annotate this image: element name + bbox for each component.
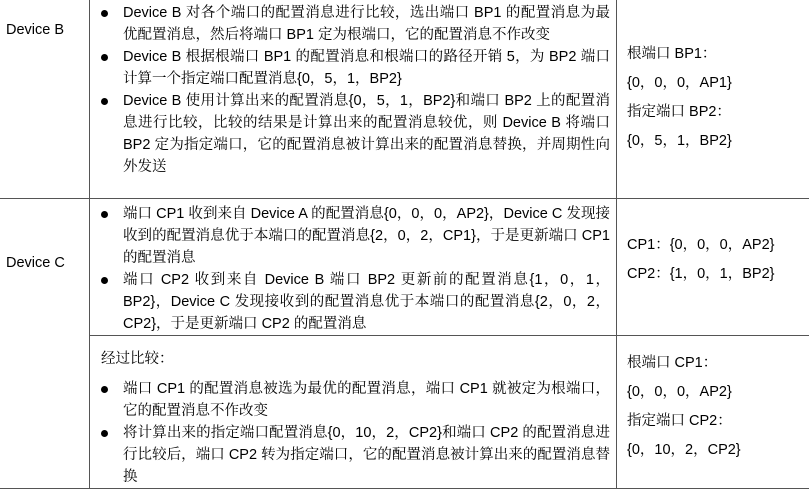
table-row bbox=[0, 199, 809, 336]
list-item: Device B 使用计算出来的配置消息{0，5，1，BP2}和端口 BP2 上的配置消息进行比较，比较的结果是计算出来的配置消息较优，则 Device B 将端口 BP2 定为指定端口，它的配置消息被计算出来的配置消息替换，并周期性向外发送 bbox=[98, 90, 610, 178]
device-cell: Device B bbox=[0, 0, 90, 199]
table-row bbox=[0, 336, 809, 489]
result-line: {0，5，1，BP2} bbox=[627, 130, 809, 152]
device-cell: Device C bbox=[0, 199, 90, 489]
result-line: {0，0，0，AP1} bbox=[627, 72, 809, 94]
bullet-icon bbox=[101, 386, 108, 393]
bullet-icon bbox=[101, 54, 108, 61]
result-line: 指定端口 CP2： bbox=[627, 410, 809, 432]
process-cell bbox=[90, 336, 617, 489]
result-cell bbox=[617, 336, 809, 489]
result-line: {0，0，0，AP2} bbox=[627, 381, 809, 403]
bullet-icon bbox=[101, 10, 108, 17]
intro-text: 经过比较： bbox=[98, 348, 610, 370]
bullet-icon bbox=[101, 430, 108, 437]
result-line: {0，10，2，CP2} bbox=[627, 439, 809, 461]
bullet-icon bbox=[101, 98, 108, 105]
result-line: 指定端口 BP2： bbox=[627, 101, 809, 123]
list-item: 将计算出来的指定端口配置消息{0，10，2，CP2}和端口 CP2 的配置消息进行比较后，端口 CP2 转为指定端口，它的配置消息被计算出来的配置消息替换 bbox=[98, 422, 610, 488]
result-line: 根端口 CP1： bbox=[627, 352, 809, 374]
bullet-icon bbox=[101, 211, 108, 218]
list-item: Device B 根据根端口 BP1 的配置消息和根端口的路径开销 5，为 BP2 端口计算一个指定端口配置消息{0，5，1，BP2} bbox=[98, 46, 610, 90]
result-cell bbox=[617, 199, 809, 336]
list-item: 端口 CP2 收到来自 Device B 端口 BP2 更新前的配置消息{1，0，1，BP2}，Device C 发现接收到的配置消息优于本端口的配置消息{2，0，2，CP2}，于是更新端口 CP2 的配置消息 bbox=[98, 269, 610, 335]
table-row bbox=[0, 0, 809, 199]
list-item: 端口 CP1 的配置消息被选为最优的配置消息，端口 CP1 就被定为根端口，它的配置消息不作改变 bbox=[98, 378, 610, 422]
result-line: CP2：{1，0，1，BP2} bbox=[627, 263, 809, 285]
list-item: 端口 CP1 收到来自 Device A 的配置消息{0，0，0，AP2}，Device C 发现接收到的配置消息优于本端口的配置消息{2，0，2，CP1}，于是更新端口 CP1 的配置消息 bbox=[98, 203, 610, 269]
result-line: 根端口 BP1： bbox=[627, 43, 809, 65]
process-cell bbox=[90, 0, 617, 199]
bullet-icon bbox=[101, 277, 108, 284]
result-cell bbox=[617, 0, 809, 199]
process-cell bbox=[90, 199, 617, 336]
result-line: CP1：{0，0，0，AP2} bbox=[627, 234, 809, 256]
list-item: Device B 对各个端口的配置消息进行比较，选出端口 BP1 的配置消息为最优配置消息，然后将端口 BP1 定为根端口，它的配置消息不作改变 bbox=[98, 2, 610, 46]
